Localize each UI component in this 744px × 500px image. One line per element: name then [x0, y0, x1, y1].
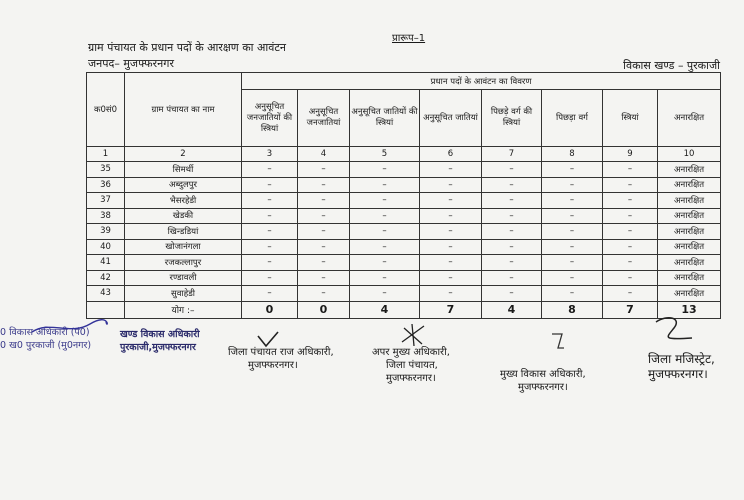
- column-number: 8: [542, 147, 603, 162]
- category-cell: –: [420, 162, 482, 178]
- header-category: अनारक्षित: [658, 90, 721, 147]
- category-cell: –: [420, 193, 482, 209]
- category-cell: –: [542, 162, 603, 178]
- category-cell: –: [420, 239, 482, 255]
- category-cell: –: [298, 193, 350, 209]
- column-number: 4: [298, 147, 350, 162]
- table-row: [87, 255, 721, 271]
- category-cell: –: [542, 224, 603, 240]
- total-cell: 13: [658, 301, 721, 318]
- category-cell: अनारक्षित: [658, 208, 721, 224]
- category-cell: अनारक्षित: [658, 286, 721, 302]
- category-cell: –: [242, 270, 298, 286]
- panchayat-name-cell: अब्दुलपुर: [125, 177, 242, 193]
- signature-chief-development-officer: मुख्य विकास अधिकारी, मुजफ्फरनगर।: [500, 369, 586, 393]
- category-cell: –: [482, 208, 542, 224]
- category-cell: –: [420, 255, 482, 271]
- signature-scribble-1: [30, 318, 110, 338]
- signature-district-magistrate: जिला मजिस्ट्रेट, मुजफ्फरनगर।: [648, 352, 715, 381]
- table-row: [87, 193, 721, 209]
- category-cell: –: [350, 224, 420, 240]
- category-cell: –: [350, 239, 420, 255]
- category-cell: –: [350, 162, 420, 178]
- table-row: [87, 208, 721, 224]
- table-row: [87, 162, 721, 178]
- category-cell: अनारक्षित: [658, 162, 721, 178]
- category-cell: –: [242, 162, 298, 178]
- category-cell: –: [603, 286, 658, 302]
- header-category: अनुसूचित जातियां: [420, 90, 482, 147]
- category-cell: –: [542, 255, 603, 271]
- category-cell: अनारक्षित: [658, 270, 721, 286]
- serial-cell: 35: [87, 162, 125, 178]
- category-cell: –: [420, 208, 482, 224]
- signature-scribble-3: [398, 322, 428, 348]
- block-label: विकास खण्ड – पुरकाजी: [623, 59, 720, 72]
- stamp-block-officer: खण्ड विकास अधिकारी पुरकाजी,मुजफ्फरनगर: [120, 329, 200, 353]
- category-cell: –: [420, 224, 482, 240]
- panchayat-name-cell: खोजानंगला: [125, 239, 242, 255]
- category-cell: –: [420, 270, 482, 286]
- total-cell: 4: [482, 301, 542, 318]
- category-cell: –: [542, 193, 603, 209]
- category-cell: –: [542, 270, 603, 286]
- category-cell: –: [350, 270, 420, 286]
- total-cell: 8: [542, 301, 603, 318]
- panchayat-name-cell: रण्डावली: [125, 270, 242, 286]
- signature-scribble-4: [548, 330, 568, 352]
- stamp-left: 0 विकास अधिकारी (पं0) 0 ख0 पुरकाजी (मु0नगर): [0, 327, 92, 351]
- category-cell: –: [420, 177, 482, 193]
- category-cell: –: [298, 208, 350, 224]
- header-category: अनुसूचित जनजातियों की स्त्रियां: [242, 90, 298, 147]
- signature-additional-officer: अपर मुख्य अधिकारी, जिला पंचायत, मुजफ्फरनगर।: [372, 347, 450, 384]
- total-cell: 0: [298, 301, 350, 318]
- category-cell: –: [298, 286, 350, 302]
- table-row: [87, 270, 721, 286]
- serial-cell: 39: [87, 224, 125, 240]
- column-number: 5: [350, 147, 420, 162]
- table-row: [87, 224, 721, 240]
- category-cell: –: [482, 224, 542, 240]
- category-cell: –: [242, 177, 298, 193]
- table-row: [87, 286, 721, 302]
- category-cell: –: [542, 286, 603, 302]
- category-cell: –: [242, 224, 298, 240]
- header-group: प्रधान पदों के आवंटन का विवरण: [242, 73, 721, 90]
- panchayat-name-cell: भैसरहेडी: [125, 193, 242, 209]
- category-cell: –: [298, 255, 350, 271]
- category-cell: –: [350, 286, 420, 302]
- total-cell: 4: [350, 301, 420, 318]
- category-cell: –: [298, 177, 350, 193]
- serial-cell: 36: [87, 177, 125, 193]
- header-category: स्त्रियां: [603, 90, 658, 147]
- header-category: अनुसूचित जातियों की स्त्रियां: [350, 90, 420, 147]
- category-cell: –: [298, 270, 350, 286]
- header-category: पिछड़ा वर्ग: [542, 90, 603, 147]
- column-number: 10: [658, 147, 721, 162]
- category-cell: –: [242, 208, 298, 224]
- panchayat-name-cell: रजकल्लापुर: [125, 255, 242, 271]
- serial-cell: 41: [87, 255, 125, 271]
- table-row: [87, 239, 721, 255]
- category-cell: –: [420, 286, 482, 302]
- category-cell: –: [603, 177, 658, 193]
- panchayat-name-cell: खेडकी: [125, 208, 242, 224]
- category-cell: –: [350, 208, 420, 224]
- category-cell: –: [242, 193, 298, 209]
- category-cell: –: [482, 162, 542, 178]
- total-cell: 7: [420, 301, 482, 318]
- serial-cell: 43: [87, 286, 125, 302]
- column-number: 3: [242, 147, 298, 162]
- total-cell: 0: [242, 301, 298, 318]
- category-cell: –: [350, 255, 420, 271]
- total-label: योग :–: [125, 301, 242, 318]
- category-cell: –: [603, 208, 658, 224]
- category-cell: –: [603, 162, 658, 178]
- form-label: प्रारूप–1: [392, 33, 426, 44]
- column-number: 6: [420, 147, 482, 162]
- serial-cell: 38: [87, 208, 125, 224]
- category-cell: –: [482, 286, 542, 302]
- category-cell: –: [242, 239, 298, 255]
- header-category: पिछड़े वर्ग की स्त्रियां: [482, 90, 542, 147]
- category-cell: –: [482, 193, 542, 209]
- column-number: 9: [603, 147, 658, 162]
- category-cell: –: [482, 270, 542, 286]
- serial-cell: 37: [87, 193, 125, 209]
- total-blank: [87, 301, 125, 318]
- district-label: जनपद– मुजफ्फरनगर: [88, 57, 174, 70]
- category-cell: –: [603, 255, 658, 271]
- serial-cell: 40: [87, 239, 125, 255]
- table-row: [87, 177, 721, 193]
- column-number: 2: [125, 147, 242, 162]
- category-cell: –: [298, 162, 350, 178]
- category-cell: –: [542, 177, 603, 193]
- document-title: ग्राम पंचायत के प्रधान पदों के आरक्षण का आवंटन: [88, 41, 287, 54]
- category-cell: –: [482, 255, 542, 271]
- category-cell: –: [603, 239, 658, 255]
- header-category: अनुसूचित जनजातियां: [298, 90, 350, 147]
- serial-cell: 42: [87, 270, 125, 286]
- panchayat-name-cell: खिन्डडियां: [125, 224, 242, 240]
- signature-panchayat-raj-officer: जिला पंचायत राज अधिकारी, मुजफ्फरनगर।: [228, 347, 334, 371]
- category-cell: –: [482, 239, 542, 255]
- header-name: ग्राम पंचायत का नाम: [125, 73, 242, 147]
- panchayat-name-cell: सुवाहेडी: [125, 286, 242, 302]
- reservation-table: [86, 72, 721, 319]
- category-cell: –: [350, 177, 420, 193]
- total-cell: 7: [603, 301, 658, 318]
- category-cell: अनारक्षित: [658, 193, 721, 209]
- category-cell: –: [298, 239, 350, 255]
- category-cell: –: [482, 177, 542, 193]
- column-number: 7: [482, 147, 542, 162]
- category-cell: –: [603, 193, 658, 209]
- header-serial: क0सं0: [87, 73, 125, 147]
- category-cell: –: [298, 224, 350, 240]
- category-cell: अनारक्षित: [658, 255, 721, 271]
- category-cell: –: [350, 193, 420, 209]
- category-cell: अनारक्षित: [658, 239, 721, 255]
- signature-scribble-5: [652, 314, 698, 344]
- column-number: 1: [87, 147, 125, 162]
- category-cell: अनारक्षित: [658, 224, 721, 240]
- category-cell: –: [242, 286, 298, 302]
- panchayat-name-cell: सिमर्थी: [125, 162, 242, 178]
- category-cell: –: [603, 224, 658, 240]
- total-row: [87, 301, 721, 318]
- category-cell: अनारक्षित: [658, 177, 721, 193]
- category-cell: –: [603, 270, 658, 286]
- category-cell: –: [242, 255, 298, 271]
- category-cell: –: [542, 208, 603, 224]
- category-cell: –: [542, 239, 603, 255]
